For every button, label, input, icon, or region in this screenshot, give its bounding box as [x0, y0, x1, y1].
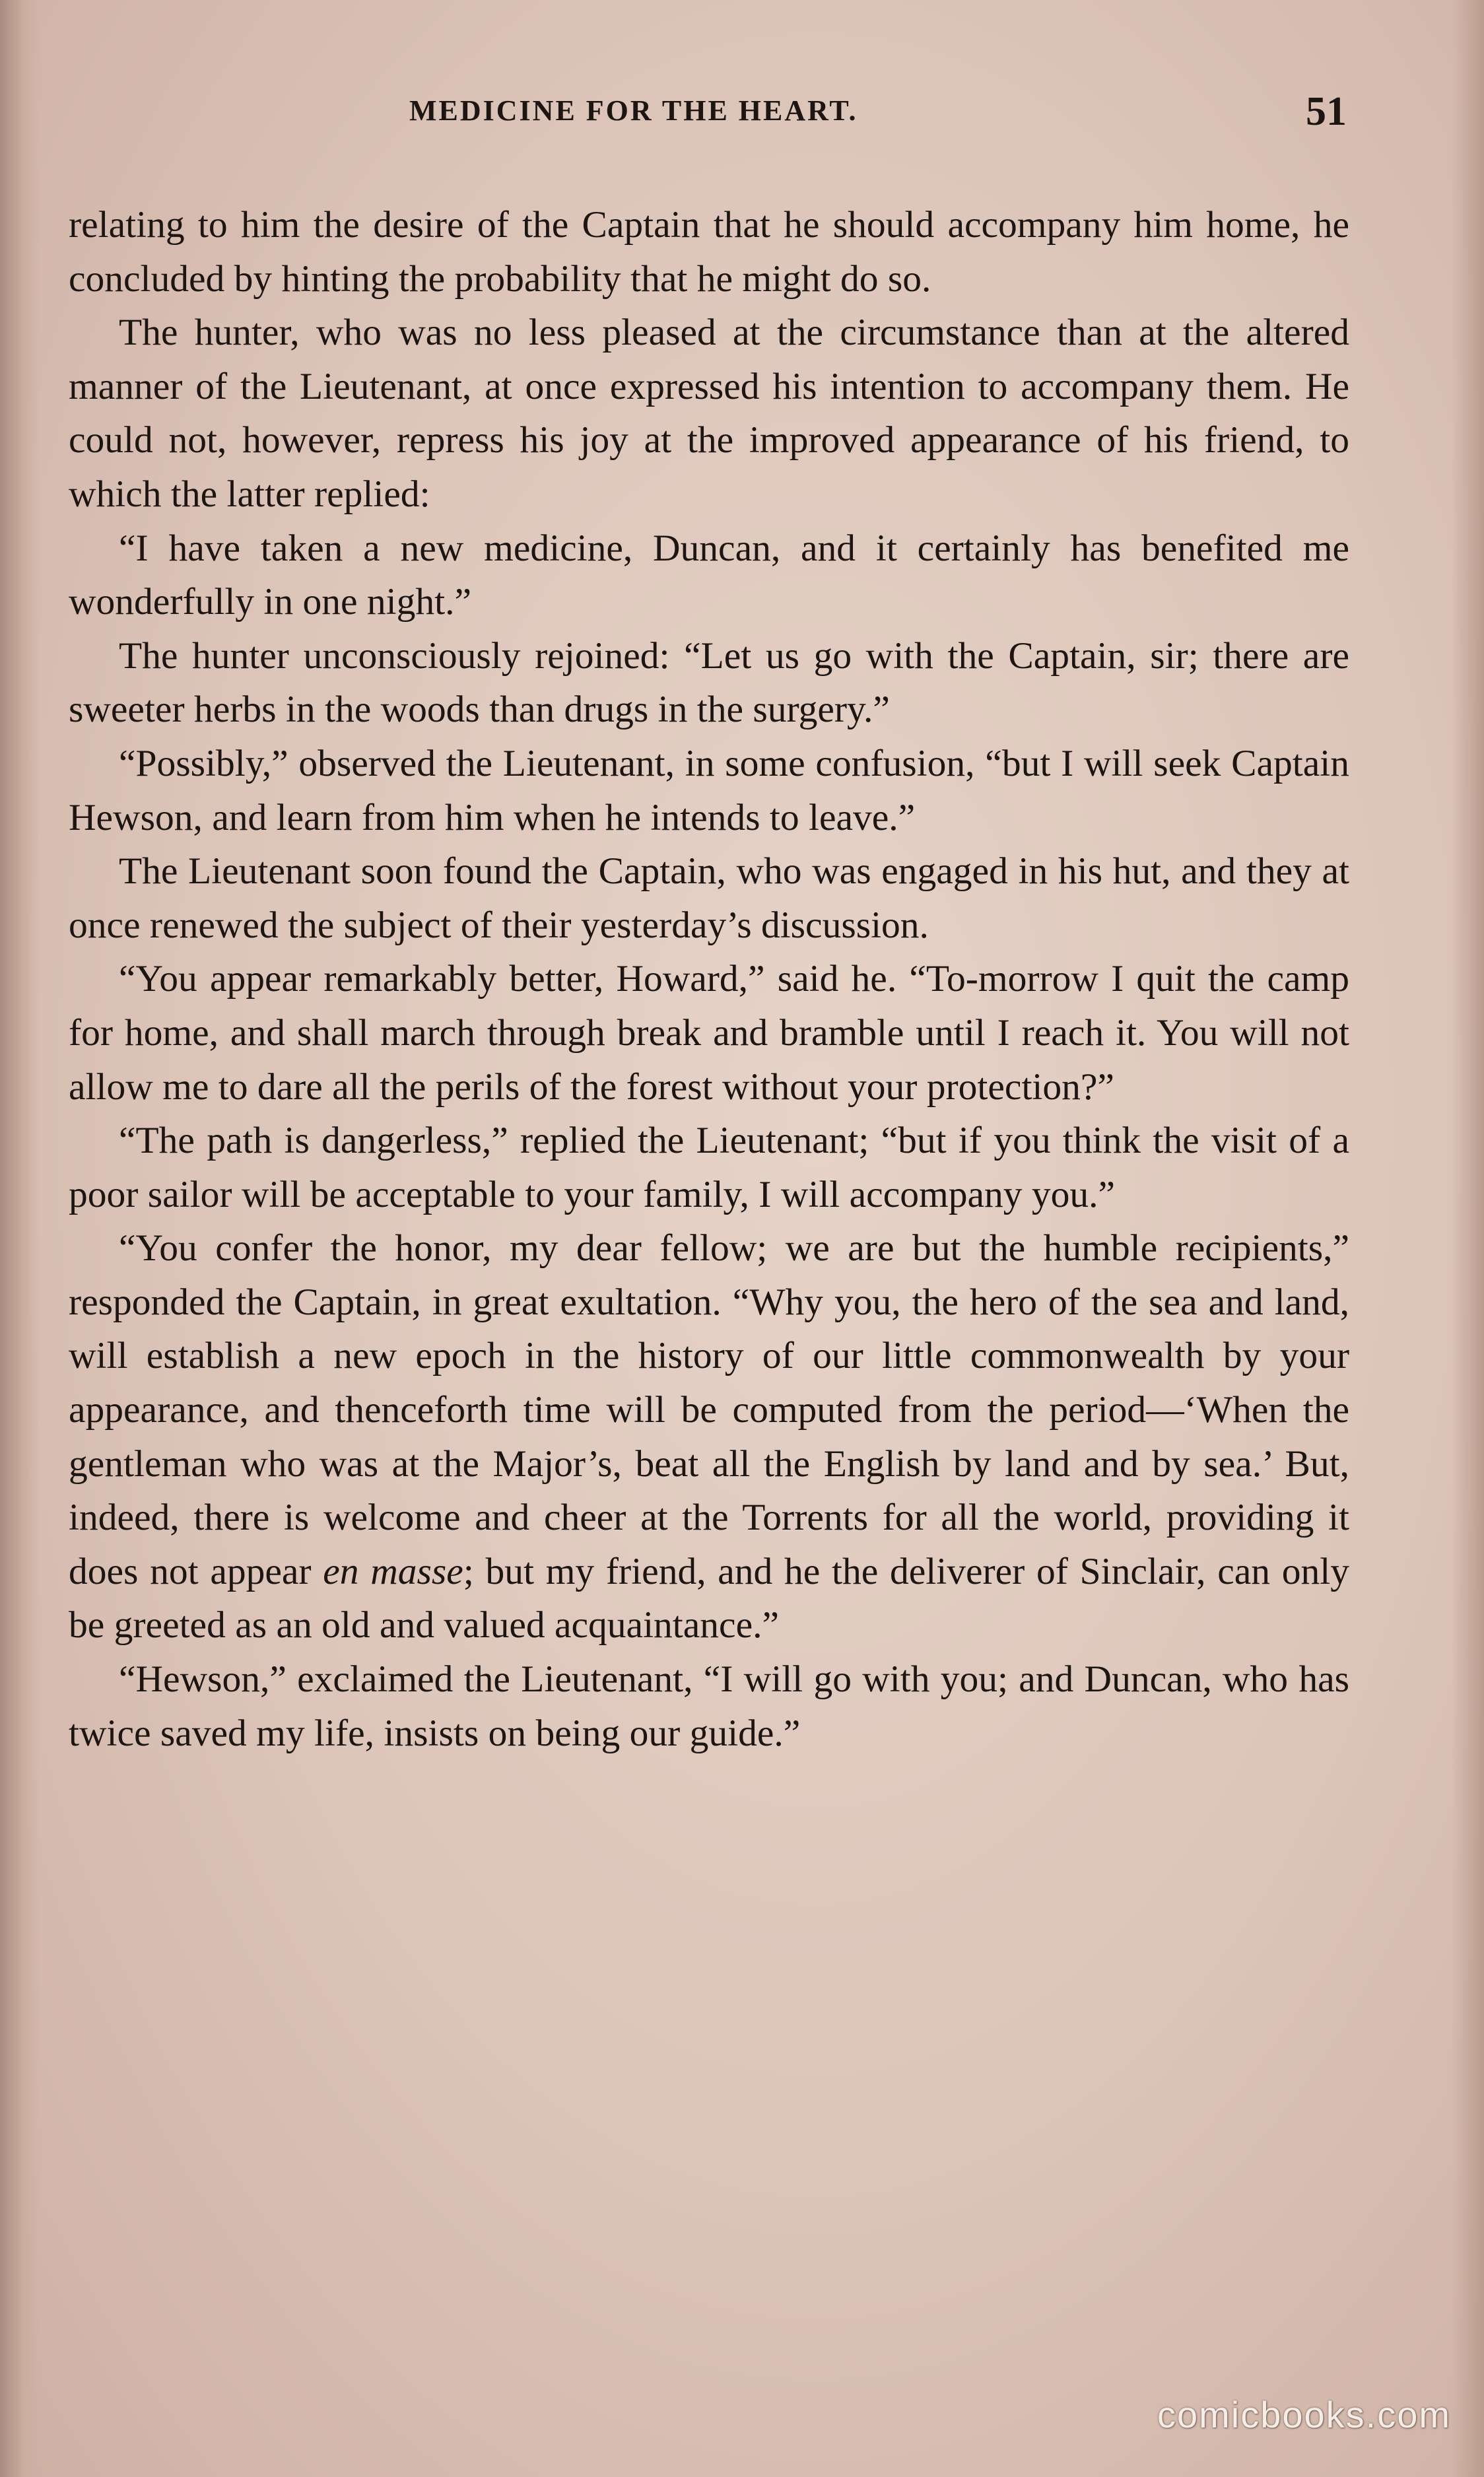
- watermark: comicbooks.com: [1157, 2394, 1451, 2435]
- paragraph-1: relating to him the desire of the Captain that he should accompany him home, he concluded by hinting the probability that he might do so.: [69, 204, 1349, 300]
- page-number: 51: [1306, 89, 1347, 134]
- paragraph-9-italic: en masse: [323, 1550, 463, 1592]
- paragraph-3: “I have taken a new medicine, Duncan, and it certainly has benefited me wonderfully in one night.”: [69, 527, 1349, 623]
- body-text: [69, 198, 1349, 1760]
- paragraph-9-text: “You confer the honor, my dear fellow; we are but the humble recipients,” responded the Captain, in great exultation. “Why you, the hero of the sea and land, will establish a new epoch in the history of our little commonwealth by your appearance, and thenceforth time will be computed from the period—‘When the gentleman who was at the Major’s, beat all the English by land and by sea.’ But, indeed, there is welcome and cheer at the Torrents for all the world, providing it does not appear: [69, 1227, 1349, 1592]
- page-header: [409, 89, 1347, 147]
- paragraph-9: [69, 1221, 1349, 1652]
- page-right-shadow: [1451, 0, 1484, 2477]
- running-head: MEDICINE FOR THE HEART.: [409, 94, 858, 127]
- paragraph-10: “Hewson,” exclaimed the Lieutenant, “I will go with you; and Duncan, who has twice saved my life, insists on being our guide.”: [69, 1658, 1349, 1754]
- paragraph-7: “You appear remarkably better, Howard,” said he. “To-morrow I quit the camp for home, and shall march through break and bramble until I reach it. You will not allow me to dare all the perils of the forest without your protection?”: [69, 958, 1349, 1108]
- paragraph-8: “The path is dangerless,” replied the Lieutenant; “but if you think the visit of a poor sailor will be acceptable to your family, I will accompany you.”: [69, 1120, 1349, 1215]
- page-left-shadow: [0, 0, 40, 2477]
- paragraph-2: The hunter, who was no less pleased at the circumstance than at the altered manner of the Lieutenant, at once expressed his intention to accompany them. He could not, however, repress his joy at the improved appearance of his friend, to which the latter replied:: [69, 312, 1349, 515]
- paragraph-5: “Possibly,” observed the Lieutenant, in some confusion, “but I will seek Captain Hewson, and learn from him when he intends to leave.”: [69, 742, 1349, 838]
- paragraph-6: The Lieutenant soon found the Captain, who was engaged in his hut, and they at once renewed the subject of their yesterday’s discussion.: [69, 850, 1349, 946]
- paragraph-4: The hunter unconsciously rejoined: “Let us go with the Captain, sir; there are sweeter herbs in the woods than drugs in the surgery.”: [69, 634, 1349, 731]
- paragraph-9-tail: ; but my friend, and he the deliverer of Sinclair, can only be greeted as an old and valued acquaintance.”: [69, 1550, 1350, 1646]
